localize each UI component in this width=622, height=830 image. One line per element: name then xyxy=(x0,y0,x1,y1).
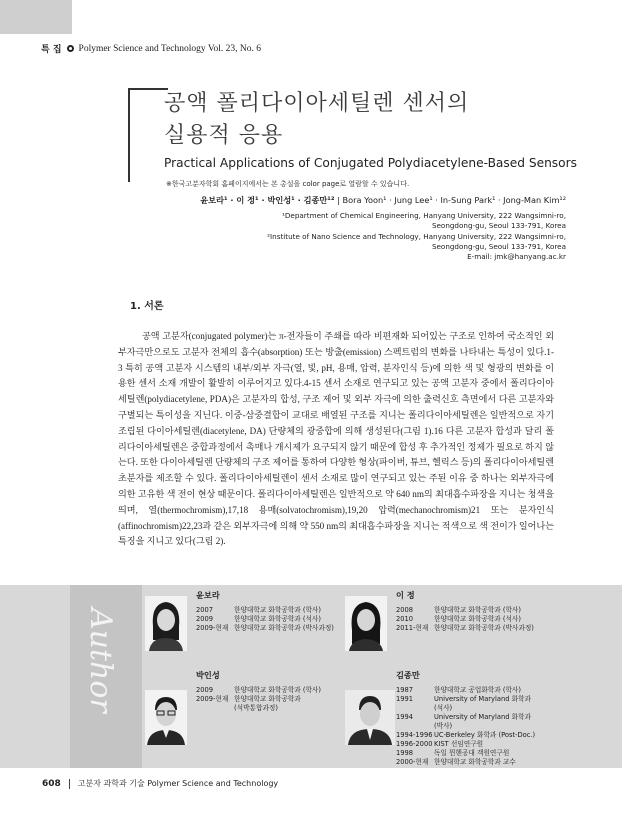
bio-year: 2011-현재 xyxy=(396,624,429,632)
bio-year: 1998 xyxy=(396,749,414,757)
bio-year: 2009 xyxy=(196,686,214,694)
bio-desc: University of Maryland 화학과 xyxy=(434,713,531,721)
affiliation-line: Seongdong-gu, Seoul 133-791, Korea xyxy=(431,241,566,251)
bio-desc: KIST 선임연구원 xyxy=(434,740,484,748)
bio-desc: 한양대학교 화학공학과 xyxy=(234,695,301,703)
bio-desc: 한양대학교 화학공학과 교수 xyxy=(434,758,516,766)
bio-year: 2000-현재 xyxy=(396,758,429,766)
author-label xyxy=(83,600,120,750)
affiliation-line: Seongdong-gu, Seoul 133-791, Korea xyxy=(431,221,566,231)
author-line xyxy=(200,195,566,206)
bullet-icon xyxy=(67,45,74,52)
bio-desc: 독일 뮌헨공대 객원연구원 xyxy=(434,749,510,757)
korean-title-line1: 공액 폴리다이아세틸렌 센서의 xyxy=(164,91,470,116)
corner-tab xyxy=(0,0,72,34)
author-name: 김종만 xyxy=(396,670,420,680)
page-number: 608 xyxy=(42,778,61,789)
journal-name: Polymer Science and Technology Vol. 23, No. 6 xyxy=(78,43,261,54)
author-photo-yoon xyxy=(145,596,187,651)
author-photo-park xyxy=(145,690,187,745)
footer-journal: 고분자 과학과 기술 Polymer Science and Technology xyxy=(77,779,279,788)
body-paragraph: 공액 고분자(conjugated polymer)는 π-전자들이 주쇄를 따라 비편재화 되어있는 구조로 인하여 국소적인 외부자극만으로도 고분자 전체의 흡수(absorption) 또는 방출(emission) 스펙트럼의 변화를 나타내는 특성이 있다.1-3 특히 공액 고분자 시스템의 내부/외부 자극(열, 빛, pH, 용매, 압력, 분자인식 등)에 의한 색 및 형광의 변화를 이용한 센서 소재 개발이 활발히 이루어지고 있다.4-15 센서 소재로 연구되고 있는 공액 고분자 중에서 폴리다이아세틸렌(polydiacetylene, PDA)은 고분자의 합성, 구조 제어 및 외부 자극에 의한 출력신호 측면에서 다른 고분자와 구별되는 특이성을 지닌다. 이중-삼중결합이 교대로 배열된 구조를 지니는 폴리다이아세틸렌은 일반적으로 자기조립된 다이아세틸렌(diacetylene, DA) 단량체의 광중합에 의해 생성된다(그림 1).16 다른 고분자 합성과 달리 폴리다이아세틸렌은 중합과정에서 촉매나 개시제가 요구되지 않기 때문에 합성 후 추가적인 정제가 필요로 하지 않는다. 또한 다이아세틸렌 단량체의 구조 제어를 통하여 다양한 형상(파이버, 튜브, 헬릭스 등)의 폴리다이아세틸렌 초분자를 제조할 수 있다. 폴리다이아세틸렌이 센서 소재로 많이 연구되고 있는 주된 이유 중 하나는 외부자극에 의한 고유한 색 전이 현상 때문이다. 폴리다이아세틸렌은 일반적으로 약 640 nm의 최대흡수파장을 지니는 청색을 띄며, 열(thermochromism),17,18 용매(solvatochromism),19,20 압력(mechanochromism)21 또는 분자인식(affinochromism)22,23과 같은 외부자극에 의해 약 550 nm의 최대흡수파장을 지니는 적색으로 색 전이가 일어나는 특징을 지니고 있다(그림 2). xyxy=(118,331,554,547)
footer-separator xyxy=(69,779,70,789)
english-title: Practical Applications of Conjugated Polydiacetylene-Based Sensors xyxy=(164,156,577,170)
author-name: 이 정 xyxy=(396,590,415,600)
bio-year: 2007 xyxy=(196,606,214,614)
affiliation-line: ¹Department of Chemical Engineering, Hanyang University, 222 Wangsimni-ro, xyxy=(282,211,566,220)
bio-year: 2009-현재 xyxy=(196,695,229,703)
author-bio-lee xyxy=(396,591,566,633)
bio-desc: 한양대학교 화학공학과 (박사과정) xyxy=(434,624,534,632)
bio-desc: (석사) xyxy=(434,704,453,712)
author-photo-lee xyxy=(345,596,387,651)
author-bio-kim xyxy=(396,671,576,767)
author-names-korean: 윤보라¹ · 이 정¹ · 박인성¹ · 김종만¹² xyxy=(200,195,335,205)
bio-desc: 한양대학교 공업화학과 (학사) xyxy=(434,686,521,694)
bio-desc: 한양대학교 화학공학과 (학사) xyxy=(434,606,521,614)
bio-year xyxy=(196,704,234,713)
title-bracket-horizontal xyxy=(128,88,168,90)
author-name: 윤보라 xyxy=(196,590,220,600)
author-bio-yoon xyxy=(196,591,336,633)
author-name: 박인성 xyxy=(196,670,220,680)
section-heading: 1. 서론 xyxy=(130,301,164,312)
bio-year: 1994-1996 xyxy=(396,731,433,739)
bio-year: 1996-2000 xyxy=(396,740,433,748)
korean-title-line2: 실용적 응용 xyxy=(164,123,284,148)
korean-title xyxy=(164,88,469,152)
author-bio-park xyxy=(196,671,336,713)
bio-year: 1991 xyxy=(396,695,414,703)
affiliations xyxy=(206,211,566,262)
email-line: E-mail: jmk@hanyang.ac.kr xyxy=(467,252,566,262)
bio-year: 2009-현재 xyxy=(196,624,229,632)
author-label-text: Author xyxy=(83,608,118,713)
bio-year: 2010 xyxy=(396,615,414,623)
author-names-english: | Bora Yoon¹ · Jung Lee¹ · In-Sung Park¹ · Jong-Man Kim¹² xyxy=(337,195,566,205)
feature-label: 특 집 xyxy=(41,45,62,55)
bio-desc: 한양대학교 화학공학과 (석사) xyxy=(234,615,321,623)
page-footer xyxy=(42,778,278,789)
title-bracket-vertical xyxy=(128,88,130,182)
affiliation-line: ²Institute of Nano Science and Technology, Hanyang University, 222 Wangsimni-ro, xyxy=(267,231,566,241)
bio-year: 1994 xyxy=(396,713,414,721)
bio-year: 2009 xyxy=(196,615,214,623)
bio-year xyxy=(396,722,434,731)
bio-desc: 한양대학교 화학공학과 (석사) xyxy=(434,615,521,623)
bio-desc: (석박통합과정) xyxy=(234,704,278,712)
running-header xyxy=(41,42,261,55)
bio-desc: (박사) xyxy=(434,722,453,730)
bio-desc: 한양대학교 화학공학과 (박사과정) xyxy=(234,624,334,632)
author-photo-kim xyxy=(345,690,395,745)
bio-desc: 한양대학교 화학공학과 (학사) xyxy=(234,686,321,694)
bio-desc: UC-Berkeley 화학과 (Post-Doc.) xyxy=(434,731,536,739)
bio-year xyxy=(396,704,434,713)
bio-year: 1987 xyxy=(396,686,414,694)
bio-desc: 한양대학교 화학공학과 (학사) xyxy=(234,606,321,614)
color-page-note: ※한국고분자학회 홈페이지에서는 본 총설을 color page로 열람할 수 있습니다. xyxy=(166,180,410,188)
bio-year: 2008 xyxy=(396,606,414,614)
bio-desc: University of Maryland 화학과 xyxy=(434,695,531,703)
